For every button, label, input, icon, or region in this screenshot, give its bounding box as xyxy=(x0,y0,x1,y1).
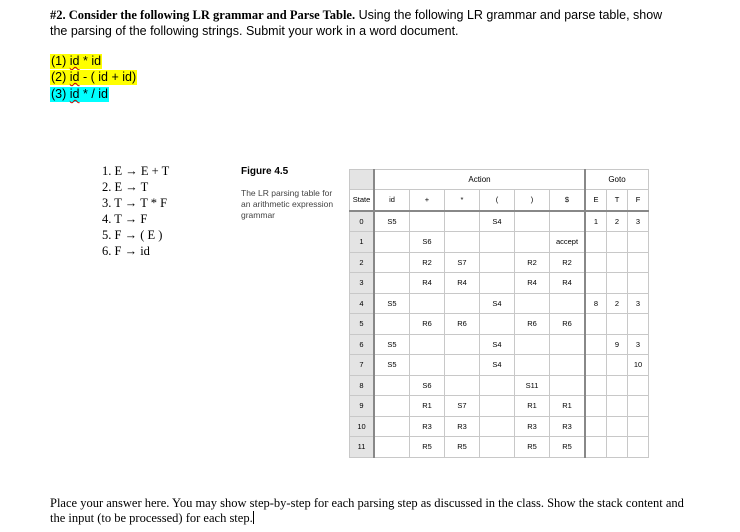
action-cell: R2 xyxy=(410,252,445,273)
table-row xyxy=(350,232,649,253)
goto-cell xyxy=(628,273,649,294)
action-cell xyxy=(374,416,410,437)
action-cell: R1 xyxy=(410,396,445,417)
goto-cell xyxy=(585,334,607,355)
state-cell: 10 xyxy=(350,416,375,437)
action-cell: R4 xyxy=(550,273,586,294)
goto-cell xyxy=(628,375,649,396)
action-cell: R4 xyxy=(445,273,480,294)
action-cell xyxy=(410,211,445,232)
question-line-1 xyxy=(50,8,662,23)
figure-caption: The LR parsing table for an arithmetic expression grammar xyxy=(241,188,334,220)
table-row xyxy=(350,293,649,314)
table-row xyxy=(350,396,649,417)
goto-cell xyxy=(607,396,628,417)
goto-cell: 3 xyxy=(628,293,649,314)
table-row xyxy=(350,437,649,458)
col-header-plus: + xyxy=(410,190,445,211)
action-cell: S6 xyxy=(410,232,445,253)
action-cell xyxy=(445,334,480,355)
action-cell: S5 xyxy=(374,211,410,232)
action-cell xyxy=(550,293,586,314)
question-instructions: Using the following LR grammar and parse table, show xyxy=(355,8,663,22)
lr-parse-table xyxy=(349,169,649,458)
action-cell: R4 xyxy=(410,273,445,294)
action-cell xyxy=(410,334,445,355)
action-cell: R1 xyxy=(550,396,586,417)
action-cell: S7 xyxy=(445,396,480,417)
action-cell xyxy=(445,355,480,376)
action-cell: S4 xyxy=(480,355,515,376)
goto-cell xyxy=(585,252,607,273)
state-cell: 2 xyxy=(350,252,375,273)
col-header-dollar: $ xyxy=(550,190,586,211)
answer-area[interactable] xyxy=(50,496,690,526)
goto-cell xyxy=(585,437,607,458)
goto-cell xyxy=(628,314,649,335)
state-cell: 1 xyxy=(350,232,375,253)
action-cell: R5 xyxy=(550,437,586,458)
goto-cell xyxy=(585,273,607,294)
action-cell xyxy=(374,314,410,335)
action-cell xyxy=(480,416,515,437)
action-cell xyxy=(550,211,586,232)
action-cell: R6 xyxy=(445,314,480,335)
action-cell: R5 xyxy=(515,437,550,458)
goto-cell xyxy=(628,232,649,253)
action-cell: S4 xyxy=(480,211,515,232)
goto-cell: 1 xyxy=(585,211,607,232)
state-cell: 6 xyxy=(350,334,375,355)
col-header-lparen: ( xyxy=(480,190,515,211)
action-group-header: Action xyxy=(374,170,585,190)
goto-group-header: Goto xyxy=(585,170,649,190)
goto-cell: 3 xyxy=(628,334,649,355)
action-cell xyxy=(445,211,480,232)
action-cell: S6 xyxy=(410,375,445,396)
action-cell xyxy=(374,396,410,417)
grammar-rule-6: 6. F → id xyxy=(102,244,150,258)
action-cell xyxy=(374,252,410,273)
action-cell: S4 xyxy=(480,334,515,355)
action-cell xyxy=(515,355,550,376)
action-cell xyxy=(550,355,586,376)
string-1: (1) id * id xyxy=(51,54,102,68)
state-cell: 5 xyxy=(350,314,375,335)
state-cell: 9 xyxy=(350,396,375,417)
action-cell: R3 xyxy=(410,416,445,437)
goto-cell xyxy=(585,314,607,335)
figure-title: Figure 4.5 xyxy=(241,166,289,177)
state-cell: 4 xyxy=(350,293,375,314)
action-cell xyxy=(480,252,515,273)
state-cell: 11 xyxy=(350,437,375,458)
goto-cell xyxy=(628,416,649,437)
action-cell xyxy=(515,232,550,253)
action-cell xyxy=(445,375,480,396)
action-cell: R1 xyxy=(515,396,550,417)
table-row xyxy=(350,375,649,396)
action-cell: R3 xyxy=(550,416,586,437)
goto-cell xyxy=(628,396,649,417)
action-cell xyxy=(515,211,550,232)
action-cell xyxy=(480,396,515,417)
action-cell: S4 xyxy=(480,293,515,314)
goto-cell xyxy=(585,416,607,437)
table-row xyxy=(350,314,649,335)
goto-cell: 10 xyxy=(628,355,649,376)
goto-cell xyxy=(607,252,628,273)
col-header-T: T xyxy=(607,190,628,211)
action-cell: R3 xyxy=(515,416,550,437)
goto-cell xyxy=(607,355,628,376)
goto-cell: 2 xyxy=(607,293,628,314)
question-title: #2. Consider the following LR grammar and Parse Table. xyxy=(50,8,356,22)
grammar-rule-2: 2. E → T xyxy=(102,180,149,194)
grammar-rule-3: 3. T → T * F xyxy=(102,196,168,210)
state-cell: 8 xyxy=(350,375,375,396)
goto-cell xyxy=(585,355,607,376)
goto-cell xyxy=(585,396,607,417)
action-cell: R6 xyxy=(515,314,550,335)
action-cell: accept xyxy=(550,232,586,253)
goto-cell xyxy=(607,273,628,294)
goto-cell xyxy=(607,375,628,396)
action-cell xyxy=(480,437,515,458)
action-cell xyxy=(374,232,410,253)
grammar-rule-4: 4. T → F xyxy=(102,212,148,226)
action-cell: S7 xyxy=(445,252,480,273)
goto-cell xyxy=(607,437,628,458)
action-cell: R6 xyxy=(550,314,586,335)
action-cell: S5 xyxy=(374,334,410,355)
goto-cell: 3 xyxy=(628,211,649,232)
grammar-rule-5: 5. F → ( E ) xyxy=(102,228,163,242)
action-cell: R2 xyxy=(515,252,550,273)
col-header-star: * xyxy=(445,190,480,211)
col-header-rparen: ) xyxy=(515,190,550,211)
action-cell xyxy=(410,355,445,376)
string-2: (2) id - ( id + id) xyxy=(51,70,137,84)
action-cell xyxy=(515,334,550,355)
action-cell: R6 xyxy=(410,314,445,335)
action-cell xyxy=(480,273,515,294)
goto-cell: 2 xyxy=(607,211,628,232)
action-cell xyxy=(445,232,480,253)
action-cell: R5 xyxy=(445,437,480,458)
state-header: State xyxy=(350,190,375,211)
table-group-header-row xyxy=(350,170,649,190)
action-cell xyxy=(410,293,445,314)
state-cell: 7 xyxy=(350,355,375,376)
goto-cell xyxy=(628,252,649,273)
goto-cell xyxy=(585,232,607,253)
table-row xyxy=(350,273,649,294)
question-line-2: the parsing of the following strings. Submit your work in a word document. xyxy=(50,24,459,38)
action-cell: R5 xyxy=(410,437,445,458)
goto-cell xyxy=(607,416,628,437)
table-column-header-row xyxy=(350,190,649,211)
col-header-id: id xyxy=(374,190,410,211)
goto-cell xyxy=(585,375,607,396)
goto-cell: 8 xyxy=(585,293,607,314)
grammar-rule-1: 1. E → E + T xyxy=(102,164,170,178)
answer-prompt: Place your answer here. You may show step-by-step for each parsing step as discussed in the class. Show the stack content and the input (to be processed) for each step. xyxy=(50,496,684,525)
action-cell xyxy=(445,293,480,314)
action-cell xyxy=(374,273,410,294)
action-cell xyxy=(515,293,550,314)
string-3: (3) id * / id xyxy=(51,87,108,101)
action-cell xyxy=(374,437,410,458)
col-header-F: F xyxy=(628,190,649,211)
goto-cell xyxy=(628,437,649,458)
action-cell xyxy=(480,314,515,335)
action-cell: S11 xyxy=(515,375,550,396)
goto-cell: 9 xyxy=(607,334,628,355)
action-cell xyxy=(480,232,515,253)
table-row xyxy=(350,211,649,232)
action-cell xyxy=(550,375,586,396)
action-cell: R3 xyxy=(445,416,480,437)
action-cell: S5 xyxy=(374,355,410,376)
col-header-E: E xyxy=(585,190,607,211)
action-cell xyxy=(374,375,410,396)
action-cell xyxy=(550,334,586,355)
table-body xyxy=(350,211,649,458)
state-cell: 3 xyxy=(350,273,375,294)
table-row xyxy=(350,416,649,437)
action-cell: S5 xyxy=(374,293,410,314)
text-cursor xyxy=(253,511,254,524)
table-row xyxy=(350,252,649,273)
table-row xyxy=(350,334,649,355)
table-row xyxy=(350,355,649,376)
action-cell: R4 xyxy=(515,273,550,294)
action-cell: R2 xyxy=(550,252,586,273)
goto-cell xyxy=(607,314,628,335)
action-cell xyxy=(480,375,515,396)
state-cell: 0 xyxy=(350,211,375,232)
goto-cell xyxy=(607,232,628,253)
